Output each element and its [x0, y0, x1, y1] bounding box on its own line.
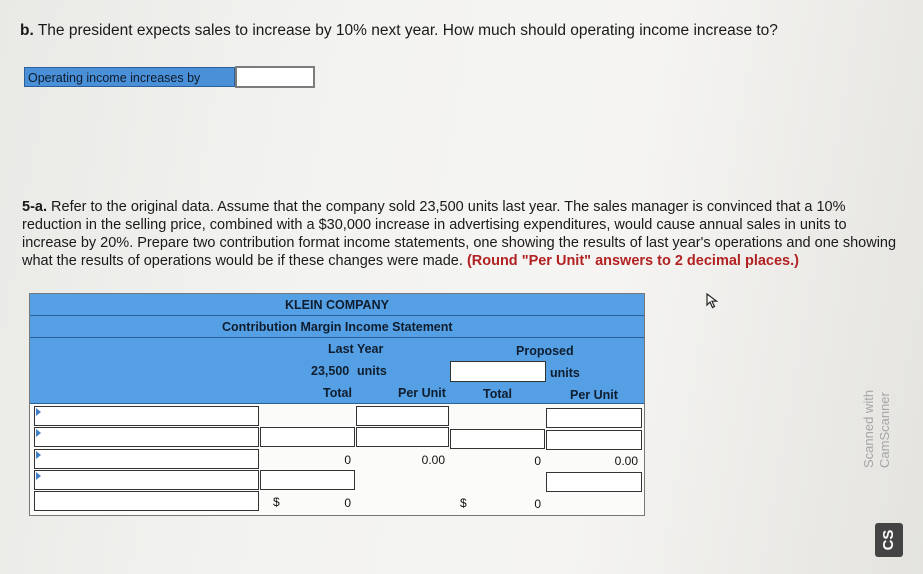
- row-3-label-input[interactable]: [34, 449, 259, 469]
- row-5-ly-dollar: $: [273, 495, 280, 509]
- row-1-pr-per-unit-input[interactable]: [546, 408, 642, 428]
- row-2-ly-per-unit-input[interactable]: [356, 427, 449, 447]
- row-1-label-input[interactable]: [34, 406, 259, 426]
- question-5a-text: Refer to the original data. Assume that the company sold 23,500 units last year. The sales manager is convinced that a 10% reduction in the selling price, combined with a $30,000 increase in advertising expenditures, would cause annual sales in units to increase by 20%. Prepare two contribution format income statements, one showing the results of last year's operations and one showing what the results of operations would be if these changes were made.: [22, 199, 897, 269]
- last-year-units-word: units: [357, 364, 387, 378]
- proposed-units-word: units: [550, 366, 580, 380]
- row-3-dropdown-marker: [36, 451, 41, 459]
- proposed-total-header: Total: [483, 387, 512, 401]
- question-5a: [22, 198, 902, 270]
- operating-income-label: Operating income increases by: [24, 67, 235, 87]
- company-name: KLEIN COMPANY: [285, 298, 389, 312]
- row-2-pr-total-input[interactable]: [450, 429, 545, 449]
- question-b-text: The president expects sales to increase by 10% next year. How much should operating income increase to?: [37, 22, 778, 39]
- row-2-pr-per-unit-input[interactable]: [546, 430, 642, 450]
- row-2-ly-total-input[interactable]: [260, 427, 355, 447]
- row-3-ly-total: 0: [344, 453, 351, 467]
- question-b: [20, 22, 778, 40]
- row-2-dropdown-marker: [36, 429, 41, 437]
- row-1-ly-per-unit-input[interactable]: [356, 406, 449, 426]
- row-3-ly-per-unit: 0.00: [421, 453, 445, 467]
- proposed-units-input[interactable]: [450, 361, 546, 382]
- row-4-ly-total-input[interactable]: [260, 470, 355, 490]
- mouse-pointer-icon: [706, 293, 720, 309]
- row-2-label-input[interactable]: [34, 427, 259, 447]
- operating-income-input[interactable]: [235, 66, 315, 88]
- watermark-line-1: Scanned with: [861, 389, 876, 468]
- income-statement-table: [29, 293, 645, 516]
- row-5-label-input[interactable]: [34, 491, 259, 511]
- last-year-per-unit-header: Per Unit: [398, 386, 446, 400]
- row-5-pr-dollar: $: [460, 496, 467, 510]
- last-year-header: Last Year: [328, 342, 384, 356]
- statement-title: Contribution Margin Income Statement: [222, 320, 453, 334]
- row-5-ly-total: 0: [344, 496, 351, 510]
- question-5a-prefix: 5-a.: [22, 199, 47, 215]
- proposed-header: Proposed: [516, 344, 574, 358]
- row-4-label-input[interactable]: [34, 470, 259, 490]
- row-1-dropdown-marker: [36, 408, 41, 416]
- row-3-pr-per-unit: 0.00: [614, 454, 638, 468]
- row-4-dropdown-marker: [36, 472, 41, 480]
- question-b-prefix: b.: [20, 22, 34, 39]
- rounding-note: (Round "Per Unit" answers to 2 decimal places.): [466, 253, 799, 269]
- row-3-pr-total: 0: [534, 454, 541, 468]
- row-5-pr-total: 0: [534, 497, 541, 511]
- row-4-pr-per-unit-input[interactable]: [546, 472, 642, 492]
- operating-income-row: [24, 67, 315, 88]
- proposed-per-unit-header: Per Unit: [570, 388, 618, 402]
- watermark-line-2: CamScanner: [877, 392, 892, 468]
- camscanner-logo: CS: [875, 523, 903, 557]
- last-year-units: 23,500: [311, 364, 350, 378]
- last-year-total-header: Total: [323, 386, 352, 400]
